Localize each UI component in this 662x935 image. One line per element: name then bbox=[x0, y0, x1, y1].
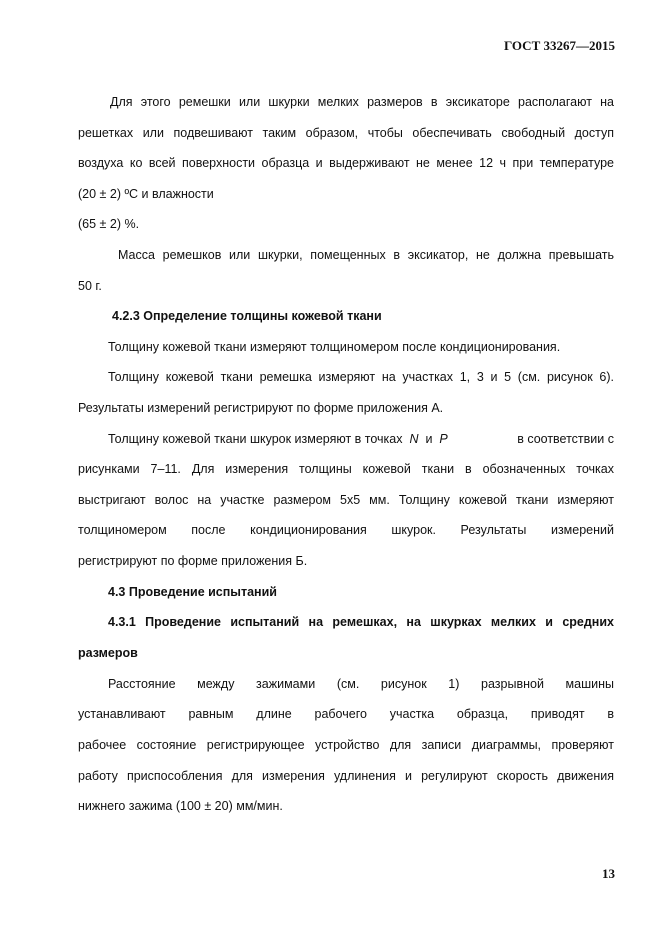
paragraph-line: (20 ± 2) ºС и влажности bbox=[78, 187, 214, 201]
paragraph-line: толщиномером после кондиционирования шкурок. Результаты измерений bbox=[78, 523, 614, 537]
paragraph-line: регистрируют по форме приложения Б. bbox=[78, 554, 308, 568]
section-heading-4-3-1: 4.3.1 Проведение испытаний на ремешках, на шкурках мелких и средних bbox=[108, 615, 614, 629]
paragraph-line: рабочее состояние регистрирующее устройство для записи диаграммы, проверяют bbox=[78, 738, 614, 752]
paragraph-line: Масса ремешков или шкурки, помещенных в эксикатор, не должна превышать bbox=[118, 248, 614, 262]
section-heading-4-2-3: 4.2.3 Определение толщины кожевой ткани bbox=[112, 309, 382, 323]
paragraph-line: устанавливают равным длине рабочего участка образца, приводят в bbox=[78, 707, 614, 721]
paragraph-line bbox=[78, 430, 614, 448]
section-heading-4-3-1-cont: размеров bbox=[78, 646, 138, 660]
paragraph-line: решетках или подвешивают таким образом, чтобы обеспечивать свободный доступ bbox=[78, 126, 614, 140]
paragraph-line: выстригают волос на участке размером 5x5 мм. Толщину кожевой ткани измеряют bbox=[78, 493, 614, 507]
section-heading-4-3: 4.3 Проведение испытаний bbox=[108, 585, 277, 599]
point-n-symbol: N bbox=[409, 432, 419, 446]
paragraph-line: Для этого ремешки или шкурки мелких размеров в эксикаторе располагают на bbox=[110, 95, 614, 109]
paragraph-line: воздуха ко всей поверхности образца и выдерживают не менее 12 ч при температуре bbox=[78, 156, 614, 170]
paragraph-line: нижнего зажима (100 ± 20) мм/мин. bbox=[78, 799, 283, 813]
paragraph-line: Толщину кожевой ткани измеряют толщиномером после кондиционирования. bbox=[108, 340, 561, 354]
text-fragment: в соответствии с bbox=[517, 432, 614, 446]
paragraph-line: Расстояние между зажимами (см. рисунок 1) разрывной машины bbox=[108, 677, 614, 691]
page-number: 13 bbox=[602, 866, 615, 881]
paragraph-line: Результаты измерений регистрируют по форме приложения А. bbox=[78, 401, 444, 415]
paragraph-line: рисунками 7–11. Для измерения толщины кожевой ткани в обозначенных точках bbox=[78, 462, 614, 476]
paragraph-line: 50 г. bbox=[78, 279, 102, 293]
point-p-symbol: P bbox=[439, 432, 448, 446]
text-fragment: Толщину кожевой ткани шкурок измеряют в точках bbox=[108, 432, 403, 446]
paragraph-line: Толщину кожевой ткани ремешка измеряют на участках 1, 3 и 5 (см. рисунок 6). bbox=[108, 370, 614, 384]
document-code-header: ГОСТ 33267—2015 bbox=[503, 38, 615, 53]
paragraph-line: (65 ± 2) %. bbox=[78, 217, 140, 231]
paragraph-line: работу приспособления для измерения удлинения и регулируют скорость движения bbox=[78, 769, 614, 783]
text-fragment: и bbox=[425, 432, 433, 446]
